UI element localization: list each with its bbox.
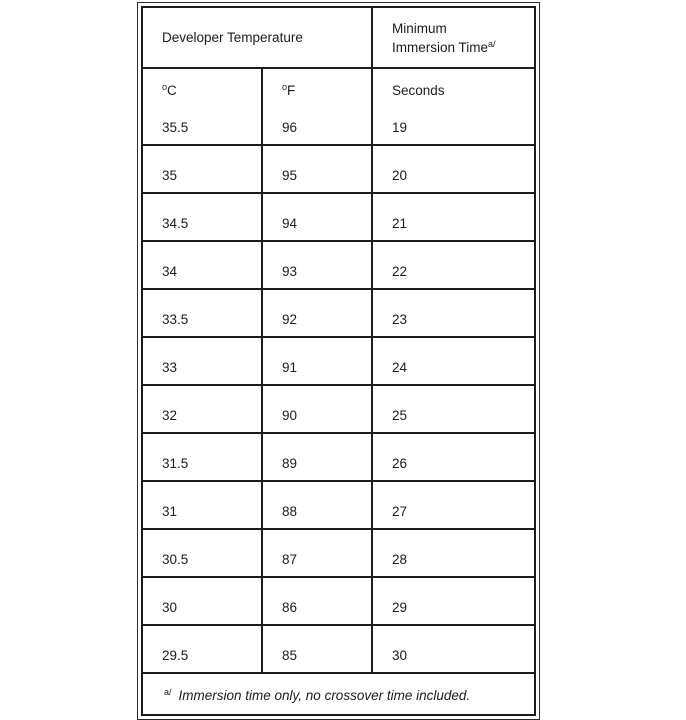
header-cell-developer-temperature — [142, 7, 372, 68]
cell-fahrenheit-value: 86 — [262, 577, 372, 625]
cell-seconds-value: 26 — [372, 433, 535, 481]
cell-celsius-value: 31.5 — [142, 433, 262, 481]
cell-seconds-value: 29 — [372, 577, 535, 625]
table-row — [142, 385, 535, 433]
cell-fahrenheit-value: 87 — [262, 529, 372, 577]
table-header-row — [142, 7, 535, 68]
cell-fahrenheit-value: 90 — [262, 385, 372, 433]
footnote-marker-superscript: a/ — [164, 686, 172, 697]
cell-celsius-value: 35.5 — [162, 120, 189, 135]
cell-seconds-value: 19 — [392, 120, 408, 135]
cell-fahrenheit-value: 89 — [262, 433, 372, 481]
units-cell-celsius — [142, 68, 262, 145]
unit-label-fahrenheit: $^o$F — [282, 82, 296, 98]
cell-fahrenheit-value: 85 — [262, 625, 372, 673]
cell-fahrenheit-value: 91 — [262, 337, 372, 385]
table-footnote-row — [142, 673, 535, 715]
unit-label-seconds: Seconds — [392, 83, 445, 98]
unit-label-celsius: $^o$C — [162, 82, 177, 98]
header-cell-minimum-immersion-time — [372, 7, 535, 68]
cell-fahrenheit-value: 93 — [262, 241, 372, 289]
units-cell-fahrenheit — [262, 68, 372, 145]
units-cell-seconds — [372, 68, 535, 145]
table-row — [142, 289, 535, 337]
table-row — [142, 193, 535, 241]
cell-fahrenheit-value: 96 — [282, 120, 298, 135]
cell-seconds-value: 27 — [372, 481, 535, 529]
cell-celsius-value: 33.5 — [142, 289, 262, 337]
table-units-row — [142, 68, 535, 145]
cell-celsius-value: 31 — [142, 481, 262, 529]
cell-celsius-value: 30 — [142, 577, 262, 625]
cell-seconds-value: 21 — [372, 193, 535, 241]
cell-seconds-value: 25 — [372, 385, 535, 433]
cell-celsius-value: 32 — [142, 385, 262, 433]
degree-symbol: o — [162, 82, 168, 92]
cell-celsius-value: 34 — [142, 241, 262, 289]
cell-celsius-value: 34.5 — [142, 193, 262, 241]
cell-fahrenheit-value: 94 — [262, 193, 372, 241]
table-row — [142, 577, 535, 625]
cell-celsius-value: 33 — [142, 337, 262, 385]
cell-seconds-value: 30 — [372, 625, 535, 673]
cell-celsius-value: 35 — [142, 145, 262, 193]
table-row — [142, 625, 535, 673]
cell-seconds-value: 23 — [372, 289, 535, 337]
developer-temperature-table-frame — [137, 2, 540, 720]
footnote-marker-superscript: a/ — [488, 38, 496, 49]
table-row — [142, 241, 535, 289]
table-row — [142, 481, 535, 529]
table-row — [142, 145, 535, 193]
cell-fahrenheit-value: 95 — [262, 145, 372, 193]
table-row — [142, 529, 535, 577]
table-row — [142, 433, 535, 481]
cell-seconds-value: 24 — [372, 337, 535, 385]
developer-temperature-table — [141, 6, 536, 716]
cell-celsius-value: 29.5 — [142, 625, 262, 673]
cell-seconds-value: 22 — [372, 241, 535, 289]
cell-fahrenheit-value: 92 — [262, 289, 372, 337]
footnote-cell — [142, 673, 535, 715]
degree-symbol: o — [282, 82, 288, 92]
table-row — [142, 337, 535, 385]
cell-fahrenheit-value: 88 — [262, 481, 372, 529]
footnote-text: Immersion time only, no crossover time included. — [178, 687, 471, 703]
header-developer-temperature-label: Developer Temperature — [162, 30, 303, 45]
cell-celsius-value: 30.5 — [142, 529, 262, 577]
cell-seconds-value: 28 — [372, 529, 535, 577]
header-minimum-immersion-time-label: Minimum Immersion Time$^{a/}$ — [392, 20, 496, 55]
cell-seconds-value: 20 — [372, 145, 535, 193]
